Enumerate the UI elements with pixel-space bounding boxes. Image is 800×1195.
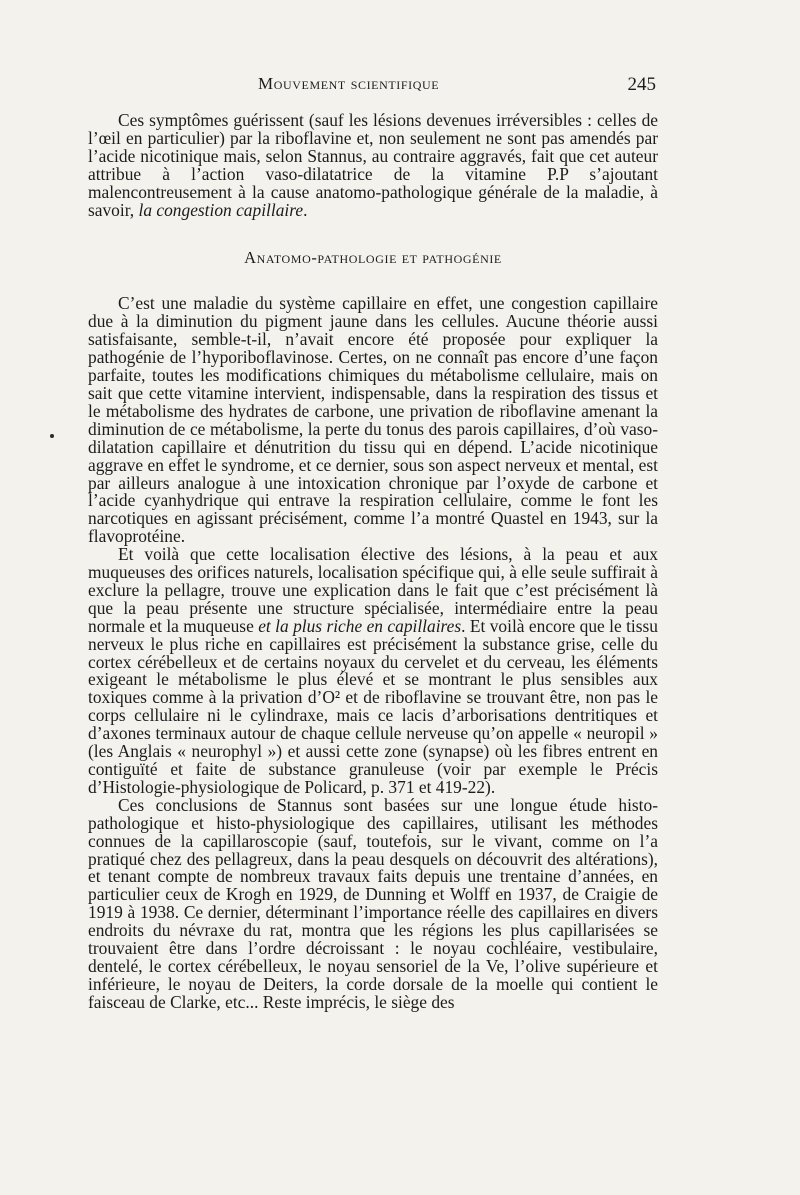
paragraph-text: . Et voilà encore que le tissu nerveux le plus riche en capillaires est précisément la substance grise, celle du cortex cérébelleux et de certains noyaux du cervelet et du cerveau, les éléments exigeant le métabolisme le plus élevé et se montrant le plus sensibles aux toxiques comme à la privation d’O² et de riboflavine se trouvant être, non pas le corps cellulaire ni le cylindraxe, mais ce lacis d’arborisations dentritiques et d’axones terminaux autour de chaque cellule nerveuse qu’on appelle « neuropil » (les Anglais « neurophyl ») et aussi cette zone (synapse) où les fibres entrent en contiguïté et faite de substance granuleuse (voir par exemple le Précis d’Histologie-physiologique de Policard, p. 371 et 419-22). (88, 615, 658, 797)
running-title: Mouvement scientifique (258, 74, 440, 93)
margin-speck (50, 434, 54, 438)
paragraph-text: Ces conclusions de Stannus sont basées sur une longue étude histo-pathologique et histo-physiologique des capillaires, utilisant les méthodes connues de la capillaroscopie (sauf, toutefois, sur le vivant, comme on l’a pratiqué chez des pellagreux, dans la peau desquels on découvrit des altérations), et tenant compte de nombreux travaux faits depuis une trentaine d’années, en particulier ceux de Krogh en 1929, de Dunning et Wolff en 1937, de Craigie de 1919 à 1938. Ce dernier, déterminant l’importance réelle des capillaires en divers endroits du névraxe du rat, montra que les régions les plus capillarisées se trouvaient être dans l’ordre décroissant : le noyau cochléaire, vestibulaire, dentelé, le cortex cérébelleux, le noyau sensoriel de la Ve, l’olive supérieure et inférieure, le noyau de Deiters, la corde dorsale de la moelle qui contient le faisceau de Clarke, etc... Reste imprécis, le siège des (88, 794, 658, 1012)
page-header (88, 74, 656, 100)
paragraph-text: Et voilà que cette localisation élective des lésions, à la peau et aux muqueuses des orifices naturels, localisation spécifique qui, à elle seule suffirait à exclure la pellagre, trouve une explication dans le fait que c’est précisément là que la peau présente une structure spécialisée, intermédiaire entre la peau normale et la muqueuse (88, 544, 658, 636)
section-heading: Anatomo-pathologie et pathogénie (244, 248, 502, 268)
paragraph-symptoms (88, 112, 658, 219)
body-text (88, 112, 658, 1012)
emphasis-congestion-capillaire: la congestion capillaire (138, 199, 304, 220)
paragraph-conclusions (88, 794, 658, 1012)
paragraph-text: C’est une maladie du système capillaire en effet, une congestion capillaire due à la diminution du pigment jaune dans les cellules. Aucune théorie aussi satisfaisante, semble-t-il, n’avait encore été proposée pour expliquer la pathogénie de l’hyporiboflavinose. Certes, on ne connaît pas encore d’une façon parfaite, toutes les modifications chimiques du métabolisme cellulaire, mais on sait que cette vitamine intervient, indispensable, dans la respiration des tissus et le métabolisme des hydrates de carbone, une privation de riboflavine amenant la diminution de ce métabolisme, la perte du tonus des parois capillaires, d’où vaso-dilatation capillaire et dénutrition du tissu qui en dépend. L’acide nicotinique aggrave en effet le syndrome, et ce dernier, sous son aspect nerveux et mental, est par ailleurs analogue à une intoxication chronique par l’oxyde de carbone et l’acide cyanhydrique qui entrave la respiration cellulaire, comme le font les narcotiques en agissant précisément, comme l’a montré Quastel en 1943, sur la flavoprotéine. (88, 293, 658, 547)
emphasis-riche-en-capillaires: et la plus riche en capillaires (258, 615, 462, 636)
paragraph-text: Ces symptômes guérissent (sauf les lésions devenues irréversibles : celles de l’œil en particulier) par la riboflavine et, non seulement ne sont pas amendés par l’acide nicotinique mais, selon Stannus, au contraire aggravés, fait que cet auteur attribue à l’action vaso-dilatatrice de la vitamine P.P s’ajoutant malencontreusement à la cause anatomo-pathologique générale de la maladie, à savoir, (88, 110, 658, 220)
paragraph-end: . (303, 199, 308, 220)
paragraph-capillary-disease (88, 295, 658, 546)
paragraph-localisation (88, 546, 658, 797)
page-number: 245 (627, 74, 656, 95)
